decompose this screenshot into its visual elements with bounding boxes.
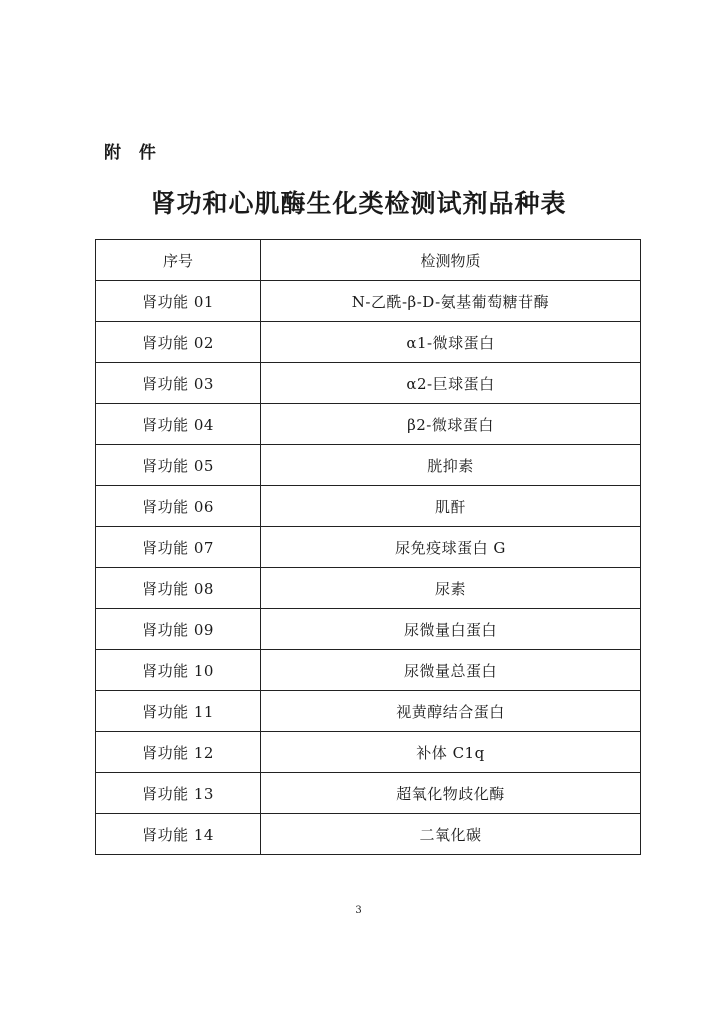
table-row [96, 404, 641, 445]
reagent-table [95, 239, 641, 855]
cell-test-substance: 胱抑素 [261, 445, 641, 486]
table-row [96, 650, 641, 691]
table-row [96, 363, 641, 404]
cell-serial-number: 肾功能 05 [96, 445, 261, 486]
table-row [96, 281, 641, 322]
table-row [96, 322, 641, 363]
cell-serial-number: 肾功能 11 [96, 691, 261, 732]
document-title: 肾功和心肌酶生化类检测试剂品种表 [150, 189, 567, 218]
cell-test-substance: 超氧化物歧化酶 [261, 773, 641, 814]
cell-serial-number: 肾功能 08 [96, 568, 261, 609]
cell-test-substance: α2-巨球蛋白 [261, 363, 641, 404]
attachment-label: 附 件 [104, 143, 162, 163]
header-test-substance: 检测物质 [261, 240, 641, 281]
table-row [96, 814, 641, 855]
cell-serial-number: 肾功能 07 [96, 527, 261, 568]
table-row [96, 732, 641, 773]
cell-serial-number: 肾功能 14 [96, 814, 261, 855]
cell-test-substance: 二氧化碳 [261, 814, 641, 855]
cell-test-substance: α1-微球蛋白 [261, 322, 641, 363]
cell-serial-number: 肾功能 13 [96, 773, 261, 814]
cell-serial-number: 肾功能 04 [96, 404, 261, 445]
cell-test-substance: N-乙酰-β-D-氨基葡萄糖苷酶 [261, 281, 641, 322]
table-row [96, 609, 641, 650]
table-row [96, 568, 641, 609]
table-row [96, 527, 641, 568]
cell-test-substance: 肌酐 [261, 486, 641, 527]
cell-test-substance: 尿微量总蛋白 [261, 650, 641, 691]
cell-serial-number: 肾功能 06 [96, 486, 261, 527]
cell-serial-number: 肾功能 10 [96, 650, 261, 691]
header-serial-number: 序号 [96, 240, 261, 281]
cell-test-substance: β2-微球蛋白 [261, 404, 641, 445]
table-row [96, 486, 641, 527]
table-row [96, 445, 641, 486]
cell-serial-number: 肾功能 02 [96, 322, 261, 363]
cell-test-substance: 视黄醇结合蛋白 [261, 691, 641, 732]
page-number: 3 [355, 905, 362, 916]
cell-serial-number: 肾功能 12 [96, 732, 261, 773]
table-row [96, 691, 641, 732]
table-header-row [96, 240, 641, 281]
cell-serial-number: 肾功能 03 [96, 363, 261, 404]
cell-serial-number: 肾功能 01 [96, 281, 261, 322]
cell-test-substance: 补体 C1q [261, 732, 641, 773]
cell-test-substance: 尿微量白蛋白 [261, 609, 641, 650]
cell-serial-number: 肾功能 09 [96, 609, 261, 650]
cell-test-substance: 尿免疫球蛋白 G [261, 527, 641, 568]
table-row [96, 773, 641, 814]
cell-test-substance: 尿素 [261, 568, 641, 609]
